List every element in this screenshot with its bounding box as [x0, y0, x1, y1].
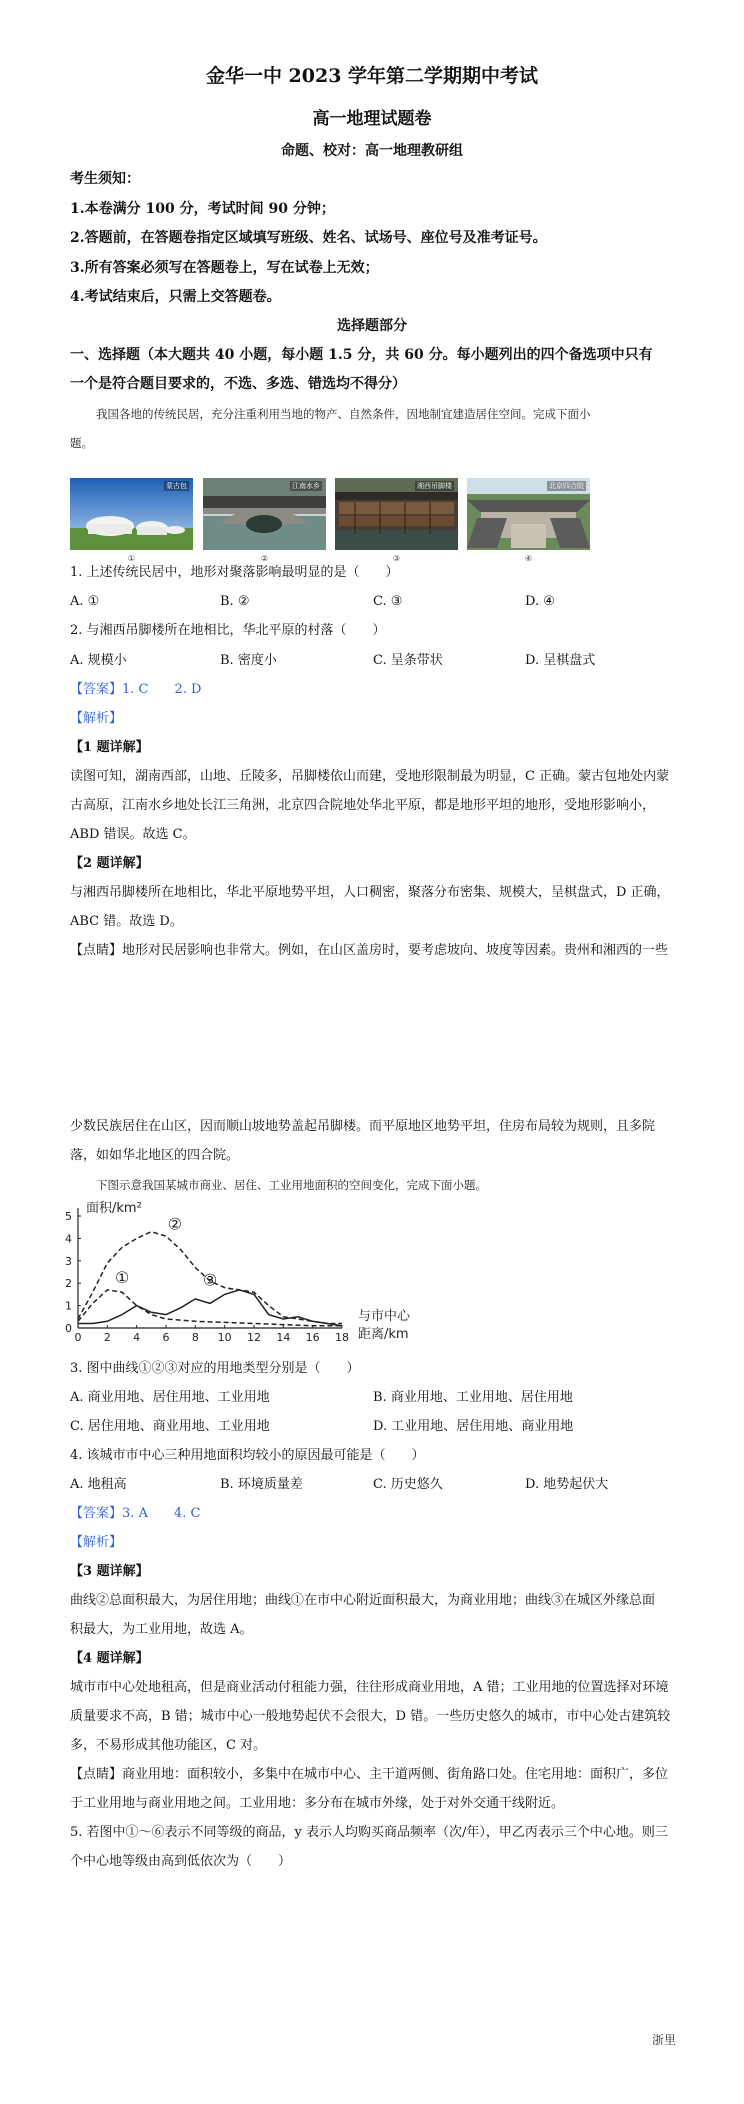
question-3-option[interactable]: D. 工业用地、居住用地、商业用地 — [373, 1419, 574, 1434]
photo-label: 北京四合院 — [549, 482, 584, 490]
question-4-option[interactable]: D. 地势起伏大 — [525, 1477, 609, 1492]
detail-1-text: ABD 错误。故选 C。 — [70, 827, 196, 842]
chart-y-tick-label: 3 — [65, 1254, 72, 1268]
detail-3-text: 积最大，为工业用地，故选 A。 — [70, 1622, 253, 1637]
detail-4-heading: 【4 题详解】 — [70, 1651, 149, 1666]
question-2-stem: 2. 与湘西吊脚楼所在地相比，华北平原的村落（ ） — [70, 623, 386, 638]
photo-label: 江南水乡 — [292, 482, 320, 490]
detail-4-text: 多，不易形成其他功能区，C 对。 — [70, 1738, 267, 1753]
photo-caption: ② — [260, 554, 269, 563]
detail-4-text: 质量要求不高，B 错；城市中心一般地势起伏不会很大，D 错。一些历史悠久的城市，市中心处古建筑较 — [70, 1709, 671, 1724]
notice-item: 1.本卷满分 100 分，考试时间 90 分钟； — [70, 201, 335, 217]
detail-2-text: ABC 错。故选 D。 — [70, 914, 183, 929]
chart-y-tick-label: 1 — [65, 1299, 72, 1313]
exam-subtitle: 高一地理试题卷 — [312, 109, 432, 129]
exam-authors: 命题、校对：高一地理教研组 — [281, 143, 463, 159]
question-4-option[interactable]: C. 历史悠久 — [373, 1477, 443, 1492]
analysis-heading: 【解析】 — [70, 1535, 123, 1550]
question-2-option[interactable]: C. 呈条带状 — [373, 653, 443, 668]
tip-text: 落，如如华北地区的四合院。 — [70, 1148, 240, 1163]
tip-text: 于工业用地与商业用地之间。工业用地：多分布在城市外缘，处于对外交通干线附近。 — [70, 1796, 565, 1811]
land-use-chart — [60, 1196, 420, 1356]
photo-caption: ④ — [524, 554, 533, 563]
chart-x-axis-label: 与市中心 — [358, 1309, 411, 1324]
photo-label: 湘西吊脚楼 — [417, 482, 452, 490]
chart-y-axis-label: 面积/km² — [86, 1201, 142, 1216]
photo-mongolian-yurt — [70, 478, 193, 550]
intro-paragraph: 我国各地的传统民居，充分注重利用当地的物产、自然条件，因地制宜建造居住空间。完成下面小 — [96, 407, 591, 421]
photo-caption: ① — [127, 554, 136, 563]
chart-y-tick-label: 0 — [65, 1322, 72, 1335]
chart-y-tick-label: 4 — [65, 1232, 72, 1246]
detail-4-text: 城市市中心处地租高，但是商业活动付租能力强，往往形成商业用地，A 错；工业用地的位置选择对环境 — [70, 1680, 669, 1695]
chart-series-label: ② — [167, 1214, 182, 1234]
answer-3-4: 【答案】3. A 4. C — [70, 1506, 201, 1521]
question-1-stem: 1. 上述传统民居中，地形对聚落影响最明显的是（ ） — [70, 565, 399, 580]
question-1-option[interactable]: C. ③ — [373, 594, 403, 609]
photo-beijing-siheyuan — [467, 478, 590, 550]
tip-text: 少数民族居住在山区，因而顺山坡地势盖起吊脚楼。而平原地区地势平坦，住房布局较为规则，且多院 — [70, 1119, 656, 1134]
intro-paragraph: 题。 — [70, 436, 93, 450]
analysis-heading: 【解析】 — [70, 711, 123, 726]
exam-title: 金华一中 2023 学年第二学期期中考试 — [205, 65, 539, 87]
chart-x-axis-label: 距离/km — [358, 1327, 409, 1342]
question-4-option[interactable]: B. 环境质量差 — [220, 1477, 303, 1492]
chart-x-tick-label: 16 — [305, 1331, 320, 1344]
question-1-option[interactable]: A. ① — [70, 594, 100, 609]
question-3-option[interactable]: A. 商业用地、居住用地、工业用地 — [70, 1390, 270, 1405]
photo-jiangnan-water-town — [203, 478, 326, 550]
footer-mark: 浙里 — [652, 2033, 677, 2047]
detail-2-heading: 【2 题详解】 — [70, 856, 149, 871]
notice-heading: 考生须知： — [70, 171, 140, 187]
chart-x-tick-label: 14 — [276, 1331, 291, 1344]
chart-x-tick-label: 6 — [162, 1331, 170, 1344]
question-3-stem: 3. 图中曲线①②③对应的用地类型分别是（ ） — [70, 1361, 360, 1376]
section-title: 选择题部分 — [337, 318, 407, 334]
question-2-option[interactable]: A. 规模小 — [70, 653, 127, 668]
detail-2-text: 与湘西吊脚楼所在地相比，华北平原地势平坦，人口稠密，聚落分布密集、规模大，呈棋盘式，D 正确， — [70, 885, 670, 900]
notice-item: 2.答题前，在答题卷指定区域填写班级、姓名、试场号、座位号及准考证号。 — [70, 230, 547, 246]
question-4-stem: 4. 该城市市中心三种用地面积均较小的原因最可能是（ ） — [70, 1448, 425, 1463]
chart-x-tick-label: 8 — [191, 1331, 199, 1344]
section-instruction: 一、选择题（本大题共 40 小题，每小题 1.5 分，共 60 分。每小题列出的四个备选项中只有 — [70, 347, 653, 363]
notice-item: 3.所有答案必须写在答题卷上，写在试卷上无效； — [70, 260, 379, 276]
question-1-option[interactable]: D. ④ — [525, 594, 555, 609]
intro-paragraph: 下图示意我国某城市商业、居住、工业用地面积的空间变化，完成下面小题。 — [96, 1178, 487, 1192]
tip-text: 【点睛】地形对民居影响也非常大。例如，在山区盖房时，要考虑坡向、坡度等因素。贵州和湘西的一些 — [70, 943, 669, 958]
chart-series-label: ① — [114, 1268, 130, 1288]
detail-1-text: 读图可知，湖南西部，山地、丘陵多，吊脚楼依山而建，受地形限制最为明显，C 正确。蒙古包地处内蒙 — [70, 769, 670, 784]
photo-xiangxi-stilt-house — [335, 478, 458, 550]
question-1-option[interactable]: B. ② — [220, 594, 250, 609]
photo-label: 蒙古包 — [166, 482, 187, 490]
question-3-option[interactable]: C. 居住用地、商业用地、工业用地 — [70, 1419, 270, 1434]
question-2-option[interactable]: D. 呈棋盘式 — [525, 653, 596, 668]
chart-series-label: ③ — [202, 1270, 218, 1290]
detail-3-heading: 【3 题详解】 — [70, 1564, 149, 1579]
tip-text: 【点睛】商业用地：面积较小，多集中在城市中心、主干道两侧、街角路口处。住宅用地：面积广，多位 — [70, 1767, 669, 1782]
notice-item: 4.考试结束后，只需上交答题卷。 — [70, 289, 281, 305]
chart-x-tick-label: 12 — [247, 1331, 261, 1344]
chart-x-tick-label: 2 — [103, 1331, 111, 1344]
photo-caption: ③ — [392, 554, 401, 563]
question-3-option[interactable]: B. 商业用地、工业用地、居住用地 — [373, 1390, 573, 1405]
chart-x-tick-label: 4 — [133, 1331, 141, 1344]
detail-1-text: 古高原，江南水乡地处长江三角洲，北京四合院地处华北平原，都是地形平坦的地形，受地形影响小， — [70, 798, 656, 813]
chart-y-tick-label: 2 — [65, 1277, 72, 1291]
detail-3-text: 曲线②总面积最大，为居住用地；曲线①在市中心附近面积最大，为商业用地；曲线③在城区外缘总面 — [70, 1593, 656, 1608]
chart-x-tick-label: 18 — [335, 1331, 349, 1344]
question-4-option[interactable]: A. 地租高 — [70, 1477, 127, 1492]
question-5-stem: 5. 若图中①～⑥表示不同等级的商品，y 表示人均购买商品频率（次/年），甲乙丙表示三个中心地。则三 — [70, 1825, 668, 1840]
section-instruction: 一个是符合题目要求的，不选、多选、错选均不得分） — [70, 376, 406, 392]
question-2-option[interactable]: B. 密度小 — [220, 653, 277, 668]
chart-x-tick-label: 10 — [217, 1331, 232, 1344]
chart-x-tick-label: 0 — [74, 1331, 82, 1344]
question-5-stem: 个中心地等级由高到低依次为（ ） — [70, 1854, 292, 1869]
answer-1-2: 【答案】1. C 2. D — [70, 682, 202, 697]
detail-1-heading: 【1 题详解】 — [70, 740, 149, 755]
chart-y-tick-label: 5 — [65, 1210, 72, 1223]
